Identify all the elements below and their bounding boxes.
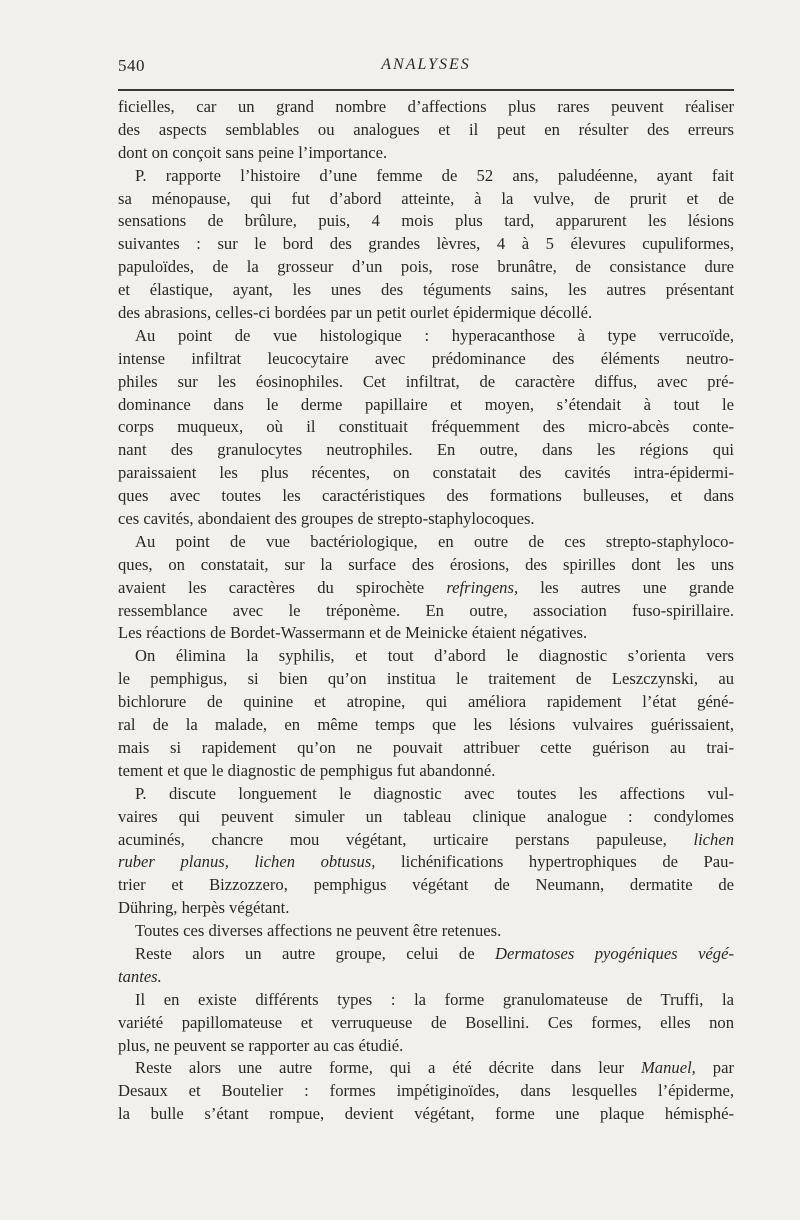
- text-segment: Desaux et Boutelier : formes impétiginoïdes, dans lesquelles l’épiderme,: [118, 1081, 734, 1101]
- italic-segment: tantes.: [118, 966, 162, 986]
- text-line: [118, 1103, 734, 1126]
- text-segment: vaires qui peuvent simuler un tableau clinique analogue : condylomes: [118, 806, 734, 826]
- text-line: [118, 142, 734, 165]
- italic-segment: lichen: [693, 829, 734, 849]
- text-line: [118, 645, 734, 668]
- text-segment: dont on conçoit sans peine l’importance.: [118, 142, 388, 162]
- text-segment: et élastique, ayant, les unes des téguments sains, les autres présentant: [118, 280, 734, 300]
- text-segment: mais si rapidement qu’on ne pouvait attribuer cette guérison au trai-: [118, 737, 734, 757]
- text-segment: des abrasions, celles-ci bordées par un petit ourlet épidermique décollé.: [118, 303, 593, 323]
- body-text: [118, 96, 734, 1126]
- text-line: [118, 531, 734, 554]
- text-line: [118, 897, 734, 920]
- text-line: [118, 485, 734, 508]
- text-segment: ral de la malade, en même temps que les lésions vulvaires guérissaient,: [118, 715, 734, 735]
- text-line: [118, 279, 734, 302]
- text-segment: plus, ne peuvent se rapporter au cas étudié.: [118, 1035, 404, 1055]
- text-segment: ques avec toutes les caractéristiques des formations bulleuses, et dans: [118, 486, 734, 506]
- text-line: [118, 966, 734, 989]
- text-line: [118, 714, 734, 737]
- text-line: [118, 600, 734, 623]
- text-line: [118, 165, 734, 188]
- text-line: [118, 989, 734, 1012]
- text-line: [118, 210, 734, 233]
- text-segment: Reste alors une autre forme, qui a été décrite dans leur: [135, 1058, 641, 1078]
- text-line: [118, 96, 734, 119]
- text-segment: dominance dans le derme papillaire et moyen, s’étendait à tout le: [118, 394, 734, 414]
- text-line: [118, 806, 734, 829]
- text-line: [118, 1012, 734, 1035]
- italic-segment: ruber planus, lichen obtusus,: [118, 852, 376, 872]
- text-line: [118, 554, 734, 577]
- text-segment: les autres une grande: [518, 577, 734, 597]
- text-line: [118, 348, 734, 371]
- text-line: [118, 325, 734, 348]
- text-line: [118, 416, 734, 439]
- text-line: [118, 233, 734, 256]
- text-line: [118, 462, 734, 485]
- text-line: [118, 119, 734, 142]
- text-segment: tement et que le diagnostic de pemphigus fut abandonné.: [118, 760, 496, 780]
- running-title: ANALYSES: [381, 56, 471, 73]
- text-segment: P. rapporte l’histoire d’une femme de 52 ans, paludéenne, ayant fait: [135, 165, 734, 185]
- text-line: [118, 371, 734, 394]
- text-segment: bichlorure de quinine et atropine, qui améliora rapidement l’état géné-: [118, 692, 734, 712]
- text-segment: Au point de vue histologique : hyperacanthose à type verrucoïde,: [135, 325, 734, 345]
- text-segment: avaient les caractères du spirochète: [118, 577, 447, 597]
- text-line: [118, 783, 734, 806]
- text-line: [118, 943, 734, 966]
- text-segment: paraissaient les plus récentes, on constatait des cavités intra-épidermi-: [118, 463, 734, 483]
- text-segment: des aspects semblables ou analogues et il peut en résulter des erreurs: [118, 119, 734, 139]
- text-line: [118, 874, 734, 897]
- text-segment: sa ménopause, qui fut d’abord atteinte, à la vulve, de prurit et de: [118, 188, 734, 208]
- text-segment: P. discute longuement le diagnostic avec toutes les affections vul-: [135, 783, 734, 803]
- text-line: [118, 737, 734, 760]
- text-segment: variété papillomateuse et verruqueuse de Bosellini. Ces formes, elles non: [118, 1012, 734, 1032]
- text-segment: sensations de brûlure, puis, 4 mois plus tard, apparurent les lésions: [118, 211, 734, 231]
- text-segment: le pemphigus, si bien qu’on institua le traitement de Leszczynski, au: [118, 669, 734, 689]
- header-rule: [118, 89, 734, 91]
- text-line: [118, 1035, 734, 1058]
- text-line: [118, 622, 734, 645]
- text-segment: ressemblance avec le tréponème. En outre, association fuso-spirillaire.: [118, 600, 734, 620]
- text-segment: philes sur les éosinophiles. Cet infiltrat, de caractère diffus, avec pré-: [118, 371, 734, 391]
- text-segment: la bulle s’étant rompue, devient végétant, forme une plaque hémisphé-: [118, 1104, 734, 1124]
- text-segment: corps muqueux, où il constituait fréquemment des micro-abcès conte-: [118, 417, 734, 437]
- text-segment: Les réactions de Bordet-Wassermann et de Meinicke étaient négatives.: [118, 623, 588, 643]
- text-segment: acuminés, chancre mou végétant, urticaire perstans papuleuse,: [118, 829, 694, 849]
- text-segment: papuloïdes, de la grosseur d’un pois, rose brunâtre, de consistance dure: [118, 257, 734, 277]
- text-line: [118, 188, 734, 211]
- text-segment: On élimina la syphilis, et tout d’abord le diagnostic s’orienta vers: [135, 646, 734, 666]
- text-segment: suivantes : sur le bord des grandes lèvres, 4 à 5 élevures cupuliformes,: [118, 234, 734, 254]
- text-segment: trier et Bizzozzero, pemphigus végétant de Neumann, dermatite de: [118, 875, 734, 895]
- text-segment: Dühring, herpès végétant.: [118, 898, 290, 918]
- text-segment: ques, on constatait, sur la surface des érosions, des spirilles dont les uns: [118, 554, 734, 574]
- italic-segment: refringens,: [446, 577, 519, 597]
- italic-segment: Dermatoses pyogéniques végé-: [495, 943, 734, 963]
- text-line: [118, 1057, 734, 1080]
- text-line: [118, 394, 734, 417]
- text-line: [118, 577, 734, 600]
- italic-segment: Manuel,: [640, 1058, 696, 1078]
- text-line: [118, 668, 734, 691]
- text-line: [118, 1080, 734, 1103]
- page-number: 540: [118, 56, 145, 75]
- text-segment: ces cavités, abondaient des groupes de strepto-staphylocoques.: [118, 509, 535, 529]
- text-line: [118, 508, 734, 531]
- text-line: [118, 691, 734, 714]
- text-segment: nant des granulocytes neutrophiles. En outre, dans les régions qui: [118, 440, 734, 460]
- text-segment: Toutes ces diverses affections ne peuvent être retenues.: [135, 921, 502, 941]
- text-segment: lichénifications hypertrophiques de Pau-: [375, 852, 734, 872]
- text-line: [118, 760, 734, 783]
- text-segment: intense infiltrat leucocytaire avec prédominance des éléments neutro-: [118, 348, 734, 368]
- text-segment: Au point de vue bactériologique, en outre de ces strepto-staphyloco-: [135, 531, 734, 551]
- text-segment: par: [695, 1058, 734, 1078]
- text-line: [118, 920, 734, 943]
- page-header: [118, 56, 734, 86]
- text-segment: Il en existe différents types : la forme granulomateuse de Truffi, la: [135, 989, 734, 1009]
- text-line: [118, 851, 734, 874]
- text-line: [118, 302, 734, 325]
- text-segment: ficielles, car un grand nombre d’affections plus rares peuvent réaliser: [118, 97, 734, 116]
- text-line: [118, 439, 734, 462]
- text-line: [118, 829, 734, 852]
- text-line: [118, 256, 734, 279]
- text-segment: Reste alors un autre groupe, celui de: [135, 943, 495, 963]
